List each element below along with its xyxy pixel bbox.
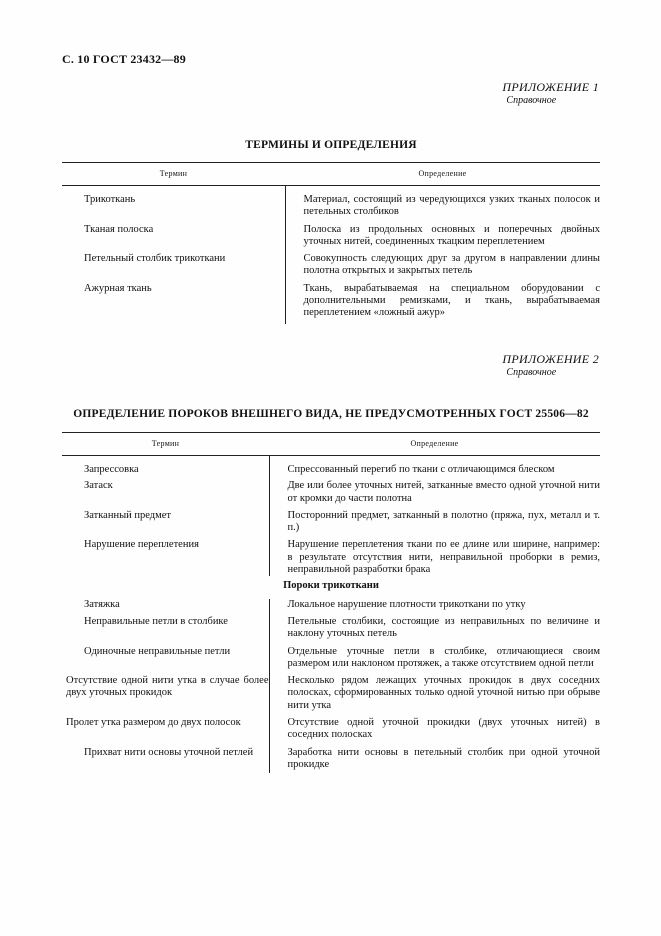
definition-cell: Две или более уточных нитей, затканные вместо одной уточной нити от кромки до части полотна [269, 476, 600, 505]
appendix-2-title: ПРИЛОЖЕНИЕ 2 [502, 352, 599, 366]
appendix-1-subtitle: Справочное [506, 95, 557, 106]
definition-cell: Отдельные уточные петли в столбике, отличающиеся своим размером или наклоном протяжек, а также отсутствием одной петли [269, 641, 600, 671]
term-cell: Затяжка [84, 598, 120, 610]
table-row [62, 611, 600, 641]
definition-cell: Отсутствие одной уточной прокидки (двух уточных нитей) в соседних полосках [269, 712, 600, 742]
group-row [62, 576, 600, 598]
definition-cell: Заработка нити основы в петельный столбик при одной уточной прокидке [269, 742, 600, 774]
table-row [62, 742, 600, 774]
column-header-term: Термин [62, 163, 285, 186]
definition-cell: Посторонний предмет, затканный в полотно (пряжа, пух, металл и т. п.) [269, 505, 600, 535]
definition-cell: Спрессованный перегиб по ткани с отличающимся блеском [269, 456, 600, 477]
defects-table [62, 432, 600, 773]
page-header: С. 10 ГОСТ 23432—89 [62, 52, 186, 66]
appendix-2-label [502, 352, 599, 378]
term-cell: Прихват нити основы уточной петлей [84, 746, 254, 758]
term-cell: Пролет утка размером до двух полосок [66, 717, 241, 729]
term-cell: Отсутствие одной нити утка в случае более двух уточных прокидок [66, 675, 269, 699]
definition-cell: Полоска из продольных основных и поперечных двойных уточных нитей, соединенных ткацким переплетением [285, 219, 600, 249]
term-cell: Нарушение переплетения [84, 539, 199, 551]
term-cell: Тканая полоска [84, 223, 154, 235]
table-row [62, 456, 600, 477]
section-2-title: ОПРЕДЕЛЕНИЕ ПОРОКОВ ВНЕШНЕГО ВИДА, НЕ ПРЕДУСМОТРЕННЫХ ГОСТ 25506—82 [73, 408, 589, 420]
table-row [62, 219, 600, 249]
table-row [62, 248, 600, 278]
terms-table [62, 162, 600, 324]
table-row [62, 278, 600, 324]
column-header-term: Термин [62, 433, 269, 456]
term-cell: Неправильные петли в столбике [84, 615, 228, 627]
definition-cell: Ткань, вырабатываемая на специальном оборудовании с дополнительными ремизками, и ткань, вырабатываемая переплетением «ложный ажур» [285, 278, 600, 324]
term-cell: Ажурная ткань [84, 282, 152, 294]
table-row [62, 670, 600, 712]
definition-cell: Нарушение переплетения ткани по ее длине или ширине, например: в результате отсутствия нити, неправильной проборки в ремиз, неправильной разработки брака [269, 534, 600, 576]
table-row [62, 186, 600, 219]
appendix-2-subtitle: Справочное [506, 367, 557, 378]
term-cell: Запрессовка [84, 464, 139, 475]
definition-cell: Петельные столбики, состоящие из неправильных по величине и наклону уточных петель [269, 611, 600, 641]
table-row [62, 641, 600, 671]
definition-cell: Материал, состоящий из чередующихся узких тканых полосок и петельных столбиков [285, 186, 600, 219]
term-cell: Затаск [84, 480, 113, 492]
term-cell: Затканный предмет [84, 509, 172, 521]
column-header-definition: Определение [285, 163, 600, 186]
definition-cell: Несколько рядом лежащих уточных прокидок в двух соседних полосках, сформированных только одной уточной нитью при обрыве нити утка [269, 670, 600, 712]
definition-cell: Локальное нарушение плотности трикоткани по утку [269, 599, 600, 611]
table-row [62, 476, 600, 505]
definition-cell: Совокупность следующих друг за другом в направлении длины полотна открытых и закрытых петель [285, 248, 600, 278]
term-cell: Трикоткань [84, 194, 136, 205]
term-cell: Петельный столбик трикоткани [84, 253, 226, 265]
group-heading: Пороки трикоткани [283, 580, 379, 592]
section-1-title: ТЕРМИНЫ И ОПРЕДЕЛЕНИЯ [245, 139, 417, 151]
table-row [62, 534, 600, 576]
table-row [62, 712, 600, 742]
appendix-1-label [502, 80, 599, 106]
appendix-1-title: ПРИЛОЖЕНИЕ 1 [502, 80, 599, 94]
term-cell: Одиночные неправильные петли [84, 645, 231, 657]
table-row [62, 599, 600, 611]
table-row [62, 505, 600, 535]
column-header-definition: Определение [269, 433, 600, 456]
